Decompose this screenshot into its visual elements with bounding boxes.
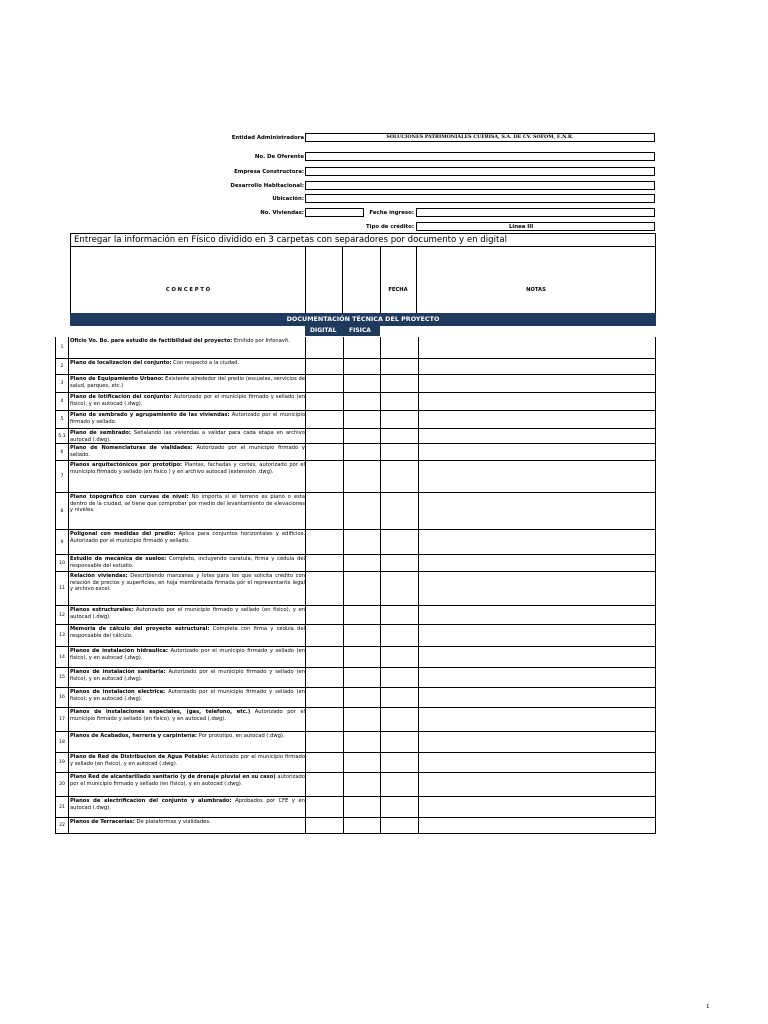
row-fisica-cell[interactable] — [343, 688, 344, 708]
row-digital-cell[interactable] — [305, 461, 306, 493]
row-notas-cell[interactable] — [418, 753, 419, 773]
row-number: 10 — [55, 555, 69, 572]
table-row — [55, 797, 656, 818]
table-row — [55, 461, 656, 493]
row-number: 9 — [55, 530, 69, 555]
row-right-border — [655, 647, 656, 668]
row-concept-title: Plano topográfico con curvas de nivel: — [70, 494, 189, 500]
row-concept — [70, 430, 305, 443]
row-digital-cell[interactable] — [305, 337, 306, 359]
row-concept — [70, 376, 305, 392]
row-digital-cell[interactable] — [305, 708, 306, 732]
row-number: 11 — [55, 572, 69, 606]
row-concept-text: Autorizado por el municipio firmado y sellado (en físico), y en autocad (.dwg). — [70, 607, 305, 620]
row-concept-text: Autorizado por el municipio firmado y sellado (en físico), y en autocad (.dwg). — [70, 648, 305, 661]
row-fisica-cell[interactable] — [343, 647, 344, 668]
row-number: 12 — [55, 606, 69, 625]
table-row — [55, 555, 656, 572]
row-fisica-cell[interactable] — [343, 393, 344, 411]
row-notas-cell[interactable] — [418, 818, 419, 834]
ubicacion-field[interactable] — [305, 194, 655, 203]
row-fecha-cell[interactable] — [380, 797, 381, 818]
entidad-label: Entidad Administradora — [231, 135, 304, 141]
row-notas-cell[interactable] — [418, 530, 419, 555]
row-right-border — [655, 411, 656, 429]
row-concept-text: Con respecto a la ciudad. — [171, 360, 240, 366]
row-fisica-cell[interactable] — [343, 555, 344, 572]
concepto-header: C O N C E P T O — [165, 287, 211, 293]
table-row — [55, 753, 656, 773]
row-concept — [70, 394, 305, 410]
row-concept-text: autorizado por el municipio firmado y sellado (en físico), y en autocad (.dwg). — [70, 774, 305, 787]
row-concept — [70, 626, 305, 646]
viviendas-field[interactable] — [305, 208, 364, 217]
row-concept — [70, 338, 305, 358]
row-notas-cell[interactable] — [418, 708, 419, 732]
row-fisica-cell[interactable] — [343, 429, 344, 444]
table-row — [55, 429, 656, 444]
row-fisica-cell[interactable] — [343, 411, 344, 429]
table-header — [70, 246, 656, 314]
row-digital-cell[interactable] — [305, 732, 306, 753]
row-number: 3 — [55, 375, 69, 393]
row-fecha-cell[interactable] — [380, 668, 381, 688]
page-number: 1 — [706, 1004, 710, 1010]
table-row — [55, 708, 656, 732]
row-concept — [70, 819, 305, 833]
row-concept — [70, 774, 305, 796]
row-number: 17 — [55, 708, 69, 732]
row-fisica-cell[interactable] — [343, 493, 344, 530]
tipo-credito-value: Linea III — [509, 224, 534, 230]
fecha-header: FECHA — [388, 287, 408, 293]
row-concept-text: Por prototipo, en autocad (.dwg). — [197, 733, 285, 739]
row-concept-title: Memoria de cálculo del proyecto estructural: — [70, 626, 210, 632]
instruction-banner: Entregar la información en Físico dividido en 3 carpetas con separadores por documento y en digital — [70, 233, 656, 247]
row-fecha-cell[interactable] — [380, 732, 381, 753]
desarrollo-field[interactable] — [305, 181, 655, 190]
table-row — [55, 359, 656, 375]
row-right-border — [655, 797, 656, 818]
row-right-border — [655, 708, 656, 732]
tipo-credito-label: Tipo de crédito: — [365, 224, 414, 230]
row-concept-text: Aplica para conjuntos horizontales y edificios. Autorizado por el municipio firmado y sellado. — [70, 531, 305, 544]
row-fecha-cell[interactable] — [380, 708, 381, 732]
row-number: 6 — [55, 444, 69, 461]
row-concept-text: No importa si el terreno es plano o esta dentro de la ciudad, se tiene que comprobar por medio del levantamiento de elevaciones y niveles. — [70, 494, 305, 514]
table-row — [55, 493, 656, 530]
row-notas-cell[interactable] — [418, 606, 419, 625]
row-right-border — [655, 606, 656, 625]
row-notas-cell[interactable] — [418, 375, 419, 393]
row-fecha-cell[interactable] — [380, 337, 381, 359]
row-concept-title: Plano de sembrado: — [70, 430, 131, 436]
row-concept — [70, 360, 305, 374]
row-fisica-cell[interactable] — [343, 753, 344, 773]
row-right-border — [655, 375, 656, 393]
row-concept — [70, 733, 305, 752]
row-fecha-cell[interactable] — [380, 359, 381, 375]
row-concept — [70, 798, 305, 817]
row-concept-title: Plano de lotificación del conjunto: — [70, 394, 172, 400]
row-concept-text: Completa con firma y cédula del responsable del cálculo. — [70, 626, 305, 639]
row-notas-cell[interactable] — [418, 444, 419, 461]
row-number: 19 — [55, 753, 69, 773]
row-notas-cell[interactable] — [418, 688, 419, 708]
row-digital-cell[interactable] — [305, 647, 306, 668]
row-right-border — [655, 393, 656, 411]
row-concept-title: Plano de sembrado y agrupamiento de las viviendas: — [70, 412, 230, 418]
table-row — [55, 375, 656, 393]
row-concept — [70, 607, 305, 624]
row-right-border — [655, 688, 656, 708]
table-row — [55, 411, 656, 429]
row-concept-title: Poligonal con medidas del predio: — [70, 531, 176, 537]
row-notas-cell[interactable] — [418, 411, 419, 429]
row-fisica-cell[interactable] — [343, 625, 344, 647]
row-concept-text: Autorizado por el municipio firmado y sellado (en físico), y en autocad (.dwg). — [70, 689, 305, 702]
row-fisica-cell[interactable] — [343, 359, 344, 375]
row-digital-cell[interactable] — [305, 444, 306, 461]
row-concept — [70, 648, 305, 667]
table-row — [55, 337, 656, 359]
row-digital-cell[interactable] — [305, 375, 306, 393]
row-digital-cell[interactable] — [305, 668, 306, 688]
row-number: 14 — [55, 647, 69, 668]
row-notas-cell[interactable] — [418, 337, 419, 359]
row-fisica-cell[interactable] — [343, 606, 344, 625]
notas-header: NOTAS — [526, 287, 546, 293]
row-fecha-cell[interactable] — [380, 625, 381, 647]
row-number: 5 — [55, 411, 69, 429]
row-notas-cell[interactable] — [418, 625, 419, 647]
row-fisica-cell[interactable] — [343, 818, 344, 834]
table-row — [55, 773, 656, 797]
row-number: 20 — [55, 773, 69, 797]
row-right-border — [655, 493, 656, 530]
row-fecha-cell[interactable] — [380, 429, 381, 444]
ubicacion-label: Ubicación: — [272, 196, 304, 202]
row-digital-cell[interactable] — [305, 797, 306, 818]
row-concept — [70, 754, 305, 772]
row-fecha-cell[interactable] — [380, 753, 381, 773]
row-fisica-cell[interactable] — [343, 732, 344, 753]
row-notas-cell[interactable] — [418, 393, 419, 411]
row-fecha-cell[interactable] — [380, 375, 381, 393]
row-concept — [70, 669, 305, 687]
row-notas-cell[interactable] — [418, 797, 419, 818]
row-concept-text: Autorizado por el municipio firmado y sellado (en físico), y en autocad (.dwg). — [70, 709, 305, 722]
desarrollo-label: Desarrollo Habitacional: — [230, 183, 304, 189]
row-digital-cell[interactable] — [305, 688, 306, 708]
row-concept — [70, 494, 305, 529]
row-notas-cell[interactable] — [418, 359, 419, 375]
row-concept-text: Completo, incluyendo caratula, firma y cédula del responsable del estudio. — [70, 556, 305, 569]
row-concept-title: Plano de Equipamiento Urbano: — [70, 376, 164, 382]
table-row — [55, 606, 656, 625]
row-digital-cell[interactable] — [305, 625, 306, 647]
row-number: 13 — [55, 625, 69, 647]
row-digital-cell[interactable] — [305, 555, 306, 572]
row-fecha-cell[interactable] — [380, 647, 381, 668]
oferente-label: No. De Oferente — [254, 154, 304, 160]
table-row — [55, 688, 656, 708]
row-fecha-cell[interactable] — [380, 818, 381, 834]
row-fecha-cell[interactable] — [380, 572, 381, 606]
row-fisica-cell[interactable] — [343, 668, 344, 688]
table-row — [55, 647, 656, 668]
row-notas-cell[interactable] — [418, 647, 419, 668]
viviendas-label: No. Viviendas: — [260, 210, 304, 216]
row-fecha-cell[interactable] — [380, 530, 381, 555]
row-right-border — [655, 818, 656, 834]
entidad-field[interactable]: SOLUCIONES PATRIMONIALES CUFRISA, S.A. DE CV. SOFOM, E.N.R. — [305, 133, 655, 142]
section-title: DOCUMENTACIÓN TÉCNICA DEL PROYECTO — [70, 313, 656, 326]
row-digital-cell[interactable] — [305, 411, 306, 429]
row-concept-text: De plataformas y vialidades. — [134, 819, 211, 825]
row-concept-title: Oficio Vo. Bo. para estudio de factibilidad del proyecto: — [70, 338, 233, 344]
row-concept-title: Planos de instalaciones especiales, (gas, telefono, etc.) — [70, 709, 251, 715]
row-concept — [70, 445, 305, 460]
row-number: 7 — [55, 461, 69, 493]
row-fecha-cell[interactable] — [380, 444, 381, 461]
fisica-header: FISICA — [349, 327, 371, 334]
row-number: 22 — [55, 818, 69, 834]
row-right-border — [655, 429, 656, 444]
row-fecha-cell[interactable] — [380, 393, 381, 411]
row-fecha-cell[interactable] — [380, 411, 381, 429]
row-concept — [70, 412, 305, 428]
row-digital-cell[interactable] — [305, 773, 306, 797]
row-concept — [70, 709, 305, 731]
row-concept-text: Señalando las viviendas a validar para cada etapa en archivo autocad (.dwg). — [70, 430, 305, 443]
row-right-border — [655, 444, 656, 461]
row-notas-cell[interactable] — [418, 668, 419, 688]
digital-header: DIGITAL — [310, 327, 337, 334]
table-row — [55, 732, 656, 753]
row-digital-cell[interactable] — [305, 606, 306, 625]
row-concept-text: Existente alrededor del predio (escuelas, servicios de salud, parques, etc.) — [70, 376, 305, 389]
row-notas-cell[interactable] — [418, 461, 419, 493]
table-row — [55, 530, 656, 555]
row-concept-title: Planos de Terracerias: — [70, 819, 135, 825]
row-concept-title: Planos de instalación eléctrica: — [70, 689, 166, 695]
row-right-border — [655, 572, 656, 606]
row-fecha-cell[interactable] — [380, 688, 381, 708]
row-concept-title: Plano de Red de Distribucion de Agua Potable: — [70, 754, 209, 760]
row-fisica-cell[interactable] — [343, 797, 344, 818]
row-fisica-cell[interactable] — [343, 708, 344, 732]
row-fisica-cell[interactable] — [343, 530, 344, 555]
row-fisica-cell[interactable] — [343, 461, 344, 493]
digital-fisica-header — [305, 326, 380, 336]
row-right-border — [655, 555, 656, 572]
row-fecha-cell[interactable] — [380, 493, 381, 530]
row-right-border — [655, 461, 656, 493]
row-fisica-cell[interactable] — [343, 572, 344, 606]
row-notas-cell[interactable] — [418, 493, 419, 530]
row-number: 5.1 — [55, 429, 69, 444]
row-right-border — [655, 732, 656, 753]
row-number: 2 — [55, 359, 69, 375]
table-row — [55, 668, 656, 688]
row-number: 16 — [55, 688, 69, 708]
row-concept-title: Plano Red de alcantarillado sanitario (y de drenaje pluvial en su caso) — [70, 774, 276, 780]
row-concept-title: Planos de instalación hidraulica: — [70, 648, 168, 654]
row-number: 18 — [55, 732, 69, 753]
row-number: 1 — [55, 337, 69, 359]
row-concept-title: Planos de electrificacion del conjunto y alumbrado: — [70, 798, 232, 804]
fecha-ingreso-label: Fecha ingreso: — [369, 210, 414, 216]
row-concept-title: Planos de instalación sanitaria: — [70, 669, 166, 675]
row-fecha-cell[interactable] — [380, 606, 381, 625]
row-concept-text: Autorizado por el municipio firmado y sellado. — [70, 445, 305, 458]
table-row — [55, 393, 656, 411]
row-right-border — [655, 530, 656, 555]
table-row — [55, 625, 656, 647]
row-concept-text: Autorizado por el municipio firmado y sellado (en físico), y en autocad (.dwg). — [70, 754, 305, 767]
row-right-border — [655, 773, 656, 797]
row-fecha-cell[interactable] — [380, 461, 381, 493]
row-right-border — [655, 359, 656, 375]
row-right-border — [655, 337, 656, 359]
row-concept — [70, 573, 305, 605]
row-concept-text: Plantas, fachadas y cortes, autorizado por el municipio firmado y sellado (en físico ) y en archivo autocad (extensión .dwg). — [70, 462, 305, 475]
row-number: 8 — [55, 493, 69, 530]
row-fecha-cell[interactable] — [380, 555, 381, 572]
row-concept-title: Planos arquitectónicos por prototipo: — [70, 462, 183, 468]
row-notas-cell[interactable] — [418, 732, 419, 753]
row-number: 15 — [55, 668, 69, 688]
row-concept-text: Autorizado por el municipio firmado y sellado (en físico), y en autocad (.dwg). — [70, 394, 305, 407]
row-concept-text: Autorizado por el municipio firmado y sellado (en físico), y en autocad (.dwg). — [70, 669, 305, 682]
row-concept — [70, 462, 305, 492]
row-concept-text: Emitido por Infonavit. — [232, 338, 290, 344]
row-digital-cell[interactable] — [305, 359, 306, 375]
row-fisica-cell[interactable] — [343, 773, 344, 797]
row-right-border — [655, 625, 656, 647]
empresa-label: Empresa Constructora: — [234, 169, 304, 175]
row-concept-title: Relación viviendas: — [70, 573, 128, 579]
row-fisica-cell[interactable] — [343, 375, 344, 393]
row-digital-cell[interactable] — [305, 429, 306, 444]
row-concept-title: Estudio de mecánica de suelos: — [70, 556, 167, 562]
tipo-credito-field[interactable] — [416, 222, 655, 231]
row-fecha-cell[interactable] — [380, 773, 381, 797]
row-notas-cell[interactable] — [418, 572, 419, 606]
row-digital-cell[interactable] — [305, 493, 306, 530]
row-concept-title: Plano de Nomenclaturas de vialidades: — [70, 445, 193, 451]
table-row — [55, 444, 656, 461]
row-concept-title: Planos de Acabados, herrería y carpintería: — [70, 733, 198, 739]
row-fisica-cell[interactable] — [343, 337, 344, 359]
row-concept-text: Autorizado por el municipio firmado y sellado. — [70, 412, 305, 425]
row-digital-cell[interactable] — [305, 572, 306, 606]
row-right-border — [655, 668, 656, 688]
fecha-ingreso-field[interactable] — [416, 208, 655, 217]
row-notas-cell[interactable] — [418, 429, 419, 444]
table-row — [55, 572, 656, 606]
row-digital-cell[interactable] — [305, 530, 306, 555]
row-concept-title: Plano de localización del conjunto: — [70, 360, 172, 366]
row-right-border — [655, 753, 656, 773]
row-concept — [70, 531, 305, 554]
row-concept — [70, 556, 305, 571]
row-number: 4 — [55, 393, 69, 411]
row-fisica-cell[interactable] — [343, 444, 344, 461]
row-notas-cell[interactable] — [418, 773, 419, 797]
row-concept — [70, 689, 305, 707]
row-number: 21 — [55, 797, 69, 818]
table-row — [55, 818, 656, 834]
row-digital-cell[interactable] — [305, 393, 306, 411]
row-concept-text: Aprobados por CFE y en autocad (.dwg). — [70, 798, 305, 811]
empresa-field[interactable] — [305, 167, 655, 176]
row-digital-cell[interactable] — [305, 753, 306, 773]
row-digital-cell[interactable] — [305, 818, 306, 834]
oferente-field[interactable] — [305, 152, 655, 161]
row-concept-text: Describiendo manzanas y lotes para los que solicita crédito con relación de precios y superficies, en hoja membretada firmada por el representante legal y archivo excel. — [70, 573, 305, 593]
row-notas-cell[interactable] — [418, 555, 419, 572]
row-concept-title: Planos estructurales: — [70, 607, 134, 613]
